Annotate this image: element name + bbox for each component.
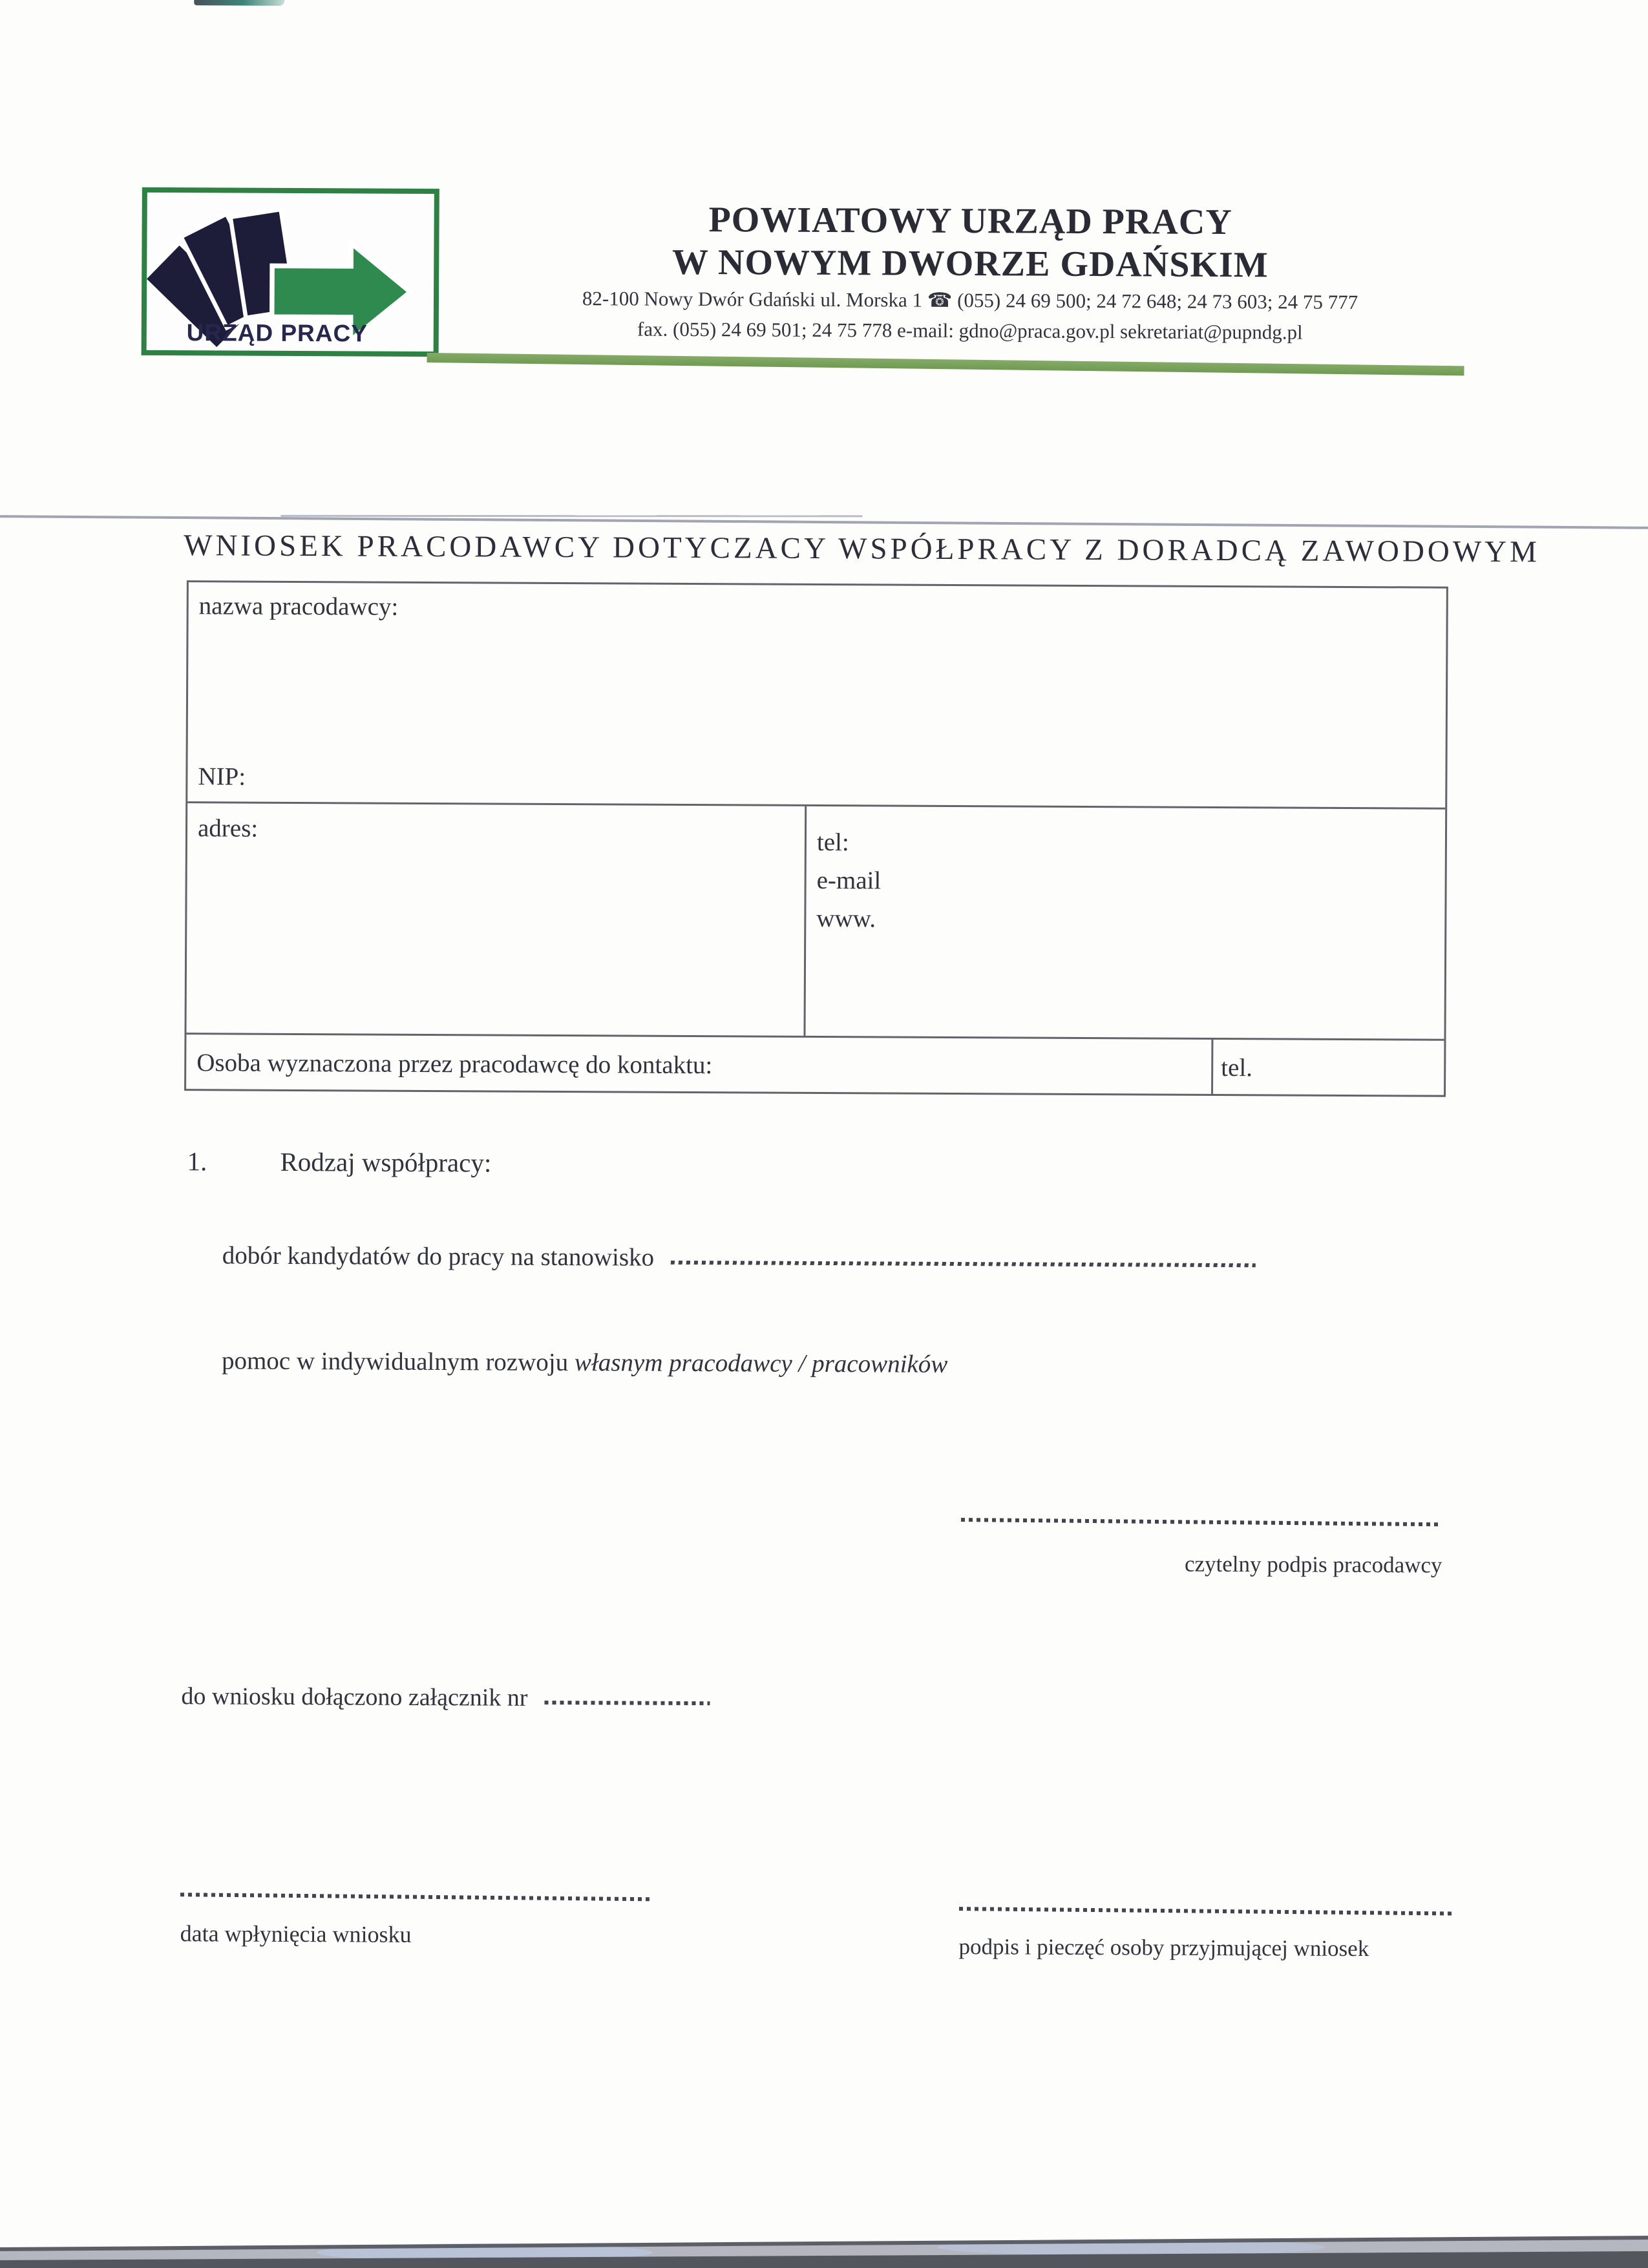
date-dotted-line: [180, 1893, 650, 1901]
attachment-text: do wniosku dołączono załącznik nr: [181, 1683, 528, 1712]
option1-text: dobór kandydatów do pracy na stanowisko: [222, 1241, 655, 1272]
www-label: www.: [816, 904, 876, 933]
scan-line-artifact: [0, 515, 1648, 529]
contact-person-label: Osoba wyznaczona przez pracodawcę do kontaktu:: [196, 1049, 713, 1080]
option2-italic-text: własnym pracodawcy / pracowników: [574, 1349, 948, 1378]
contact-person-tel-cell: [1213, 1040, 1444, 1097]
page-edge-artifact: [0, 2229, 1648, 2268]
urzad-pracy-logo: [142, 187, 439, 357]
section1-heading: Rodzaj współpracy:: [280, 1146, 492, 1178]
employer-name-label: nazwa pracodawcy:: [198, 592, 399, 621]
scan-line-artifact-2: [280, 515, 862, 517]
row-employer-name: [187, 582, 1446, 810]
email-label: e-mail: [816, 866, 882, 895]
address-cell: [186, 803, 807, 1036]
receiver-signature-label: podpis i pieczęć osoby przyjmującej wniosek: [958, 1934, 1369, 1962]
org-address-line2: fax. (055) 24 69 501; 24 75 778 e-mail: gdno@praca.gov.pl sekretariat@pupndg.pl: [637, 317, 1303, 344]
date-received-label: data wpłynięcia wniosku: [180, 1920, 412, 1948]
address-text: 82-100 Nowy Dwór Gdański ul. Morska 1: [582, 287, 927, 311]
option-development-line: [222, 1346, 948, 1378]
employer-info-table: [184, 580, 1448, 1097]
org-address-line1: [443, 282, 1497, 318]
option2-text: pomoc w indywidualnym rozwoju: [221, 1347, 575, 1377]
address-label: adres:: [197, 814, 259, 843]
tel-label: tel:: [816, 828, 849, 857]
phone-icon: ☎: [927, 288, 953, 311]
section1-number: 1.: [187, 1146, 207, 1177]
section1-heading-row: [187, 1146, 491, 1178]
option-position-line: [222, 1241, 1256, 1275]
row-address-contact: [186, 803, 1445, 1041]
contact-cell: [805, 806, 1445, 1039]
fill-in-dotted-line: [671, 1261, 1256, 1267]
contact-person-cell: [186, 1034, 1213, 1096]
attachment-line: [181, 1682, 710, 1713]
logo-caption: URZĄD PRACY: [186, 319, 368, 347]
receiver-dotted-line: [959, 1907, 1454, 1915]
scan-smudge-artifact: [194, 0, 284, 6]
org-title-line1: POWIATOWY URZĄD PRACY: [708, 200, 1232, 243]
employer-signature-dotted-line: [961, 1518, 1441, 1526]
row-contact-person: [186, 1034, 1444, 1097]
header: [443, 197, 1497, 348]
attachment-dotted-line: [544, 1701, 710, 1705]
contact-tel-label: tel.: [1221, 1054, 1253, 1082]
form-title: WNIOSEK PRACODAWCY DOTYCZACY WSPÓŁPRACY Z DORADCĄ ZAWODOWYM: [184, 529, 1540, 569]
org-title-line2: W NOWYM DWORZE GDAŃSKIM: [671, 242, 1269, 286]
employer-signature-label: czytelny podpis pracodawcy: [1184, 1551, 1442, 1578]
nip-label: NIP:: [198, 762, 246, 791]
header-divider-bar: [427, 353, 1464, 375]
phone-numbers: (055) 24 69 500; 24 72 648; 24 73 603; 24 75 777: [952, 288, 1358, 314]
